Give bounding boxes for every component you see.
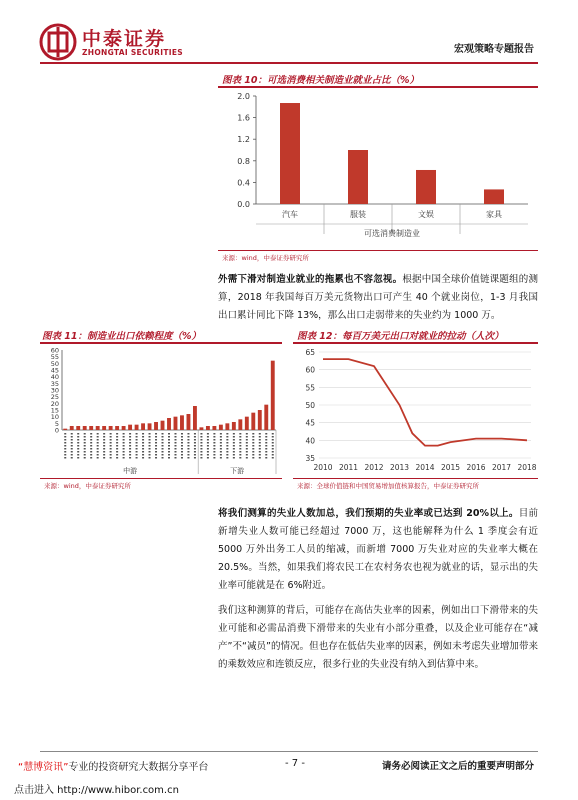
fig11-source: 来源：wind，中泰证券研究所 bbox=[44, 482, 131, 490]
paragraph-estimation-caveats bbox=[218, 602, 538, 674]
footer-disclaimer: 请务必阅读正文之后的重要声明部分 bbox=[381, 761, 534, 772]
fig11-bar bbox=[83, 426, 87, 430]
fig10-y-tick-label: 0.8 bbox=[237, 156, 250, 166]
fig10-source: 来源：wind，中泰证券研究所 bbox=[222, 254, 309, 262]
fig11-y-tick-label: 10 bbox=[50, 413, 59, 422]
fig11-bar bbox=[109, 426, 113, 430]
fig11-bar bbox=[187, 414, 191, 430]
fig11-bar bbox=[115, 426, 119, 430]
paragraph-unemployment-estimate-bold: 将我们测算的失业人数加总，我们预期的失业率或已达到 20%以上。 bbox=[218, 508, 519, 519]
fig11-y-tick-label: 55 bbox=[50, 353, 59, 362]
fig12-y-tick-label: 35 bbox=[305, 454, 315, 463]
fig12-y-tick-label: 55 bbox=[305, 383, 315, 393]
fig12-bottom-rule bbox=[293, 478, 538, 479]
fig11-chart bbox=[40, 344, 282, 478]
fig12-source: 来源：全球价值链和中国贸易增加值核算报告，中泰证券研究所 bbox=[297, 482, 479, 490]
fig11-bar bbox=[193, 406, 197, 430]
fig12-x-tick-label: 2017 bbox=[491, 463, 512, 472]
brand-name-cn: 中泰证券 bbox=[82, 28, 167, 50]
fig10-y-tick-label: 0.4 bbox=[237, 178, 250, 188]
fig12-y-tick-label: 60 bbox=[305, 365, 315, 375]
fig11-bar bbox=[245, 417, 249, 430]
header-divider bbox=[40, 62, 538, 64]
paragraph-export-impact-bold: 外需下滑对制造业就业的拖累也不容忽视。 bbox=[218, 274, 403, 285]
footer-platform-text: 专业的投资研究大数据分享平台 bbox=[68, 762, 209, 773]
fig11-bar bbox=[174, 417, 178, 430]
fig10-y-tick-label: 2.0 bbox=[237, 92, 250, 101]
fig11-y-tick-label: 15 bbox=[50, 406, 59, 415]
fig11-bar bbox=[180, 415, 184, 430]
fig11-bar bbox=[219, 425, 223, 430]
paragraph-unemployment-estimate bbox=[218, 505, 538, 595]
footer-quote-close: ” bbox=[63, 762, 69, 773]
fig11-y-tick-label: 20 bbox=[50, 399, 59, 408]
fig12-y-tick-label: 65 bbox=[305, 348, 315, 357]
fig11-bar bbox=[154, 422, 158, 430]
fig11-bar bbox=[76, 426, 80, 430]
fig11-bar bbox=[225, 423, 229, 430]
fig11-bar bbox=[232, 422, 236, 430]
fig10-bar bbox=[348, 150, 368, 204]
fig11-y-tick-label: 25 bbox=[50, 393, 59, 402]
company-logo bbox=[38, 22, 238, 62]
fig10-x-tick-label: 汽车 bbox=[282, 210, 298, 219]
fig11-bar bbox=[258, 410, 262, 430]
fig11-bottom-rule bbox=[40, 478, 282, 479]
fig11-bar bbox=[212, 426, 216, 430]
fig11-y-tick-label: 45 bbox=[50, 366, 59, 375]
fig12-x-tick-label: 2013 bbox=[389, 463, 410, 472]
fig11-bar bbox=[89, 426, 93, 430]
fig11-title: 图表 11：制造业出口依赖程度（%） bbox=[42, 331, 202, 342]
fig11-y-tick-label: 5 bbox=[54, 419, 59, 428]
fig11-bar bbox=[271, 361, 275, 430]
fig10-x-tick-label: 服装 bbox=[350, 210, 366, 219]
fig10-x-axis-label: 可选消费制造业 bbox=[364, 229, 420, 238]
fig12-x-tick-label: 2015 bbox=[440, 463, 461, 472]
footer-divider bbox=[40, 751, 538, 752]
footer-quote-open: “ bbox=[18, 762, 24, 773]
fig12-chart bbox=[293, 344, 538, 478]
paragraph-estimation-caveats-text: 我们这种测算的背后，可能存在高估失业率的因素，例如出口下滑带来的失业可能和必需品消费下滑带来的失业有小部分重叠，以及企业可能存在“减产”不“减员”的情况。但也存在低估失业率的因素，例如未考虑失业增加带来的乘数效应和连锁反应，很多行业的失业没有纳入到估算中来。 bbox=[218, 605, 538, 670]
fig11-y-tick-label: 60 bbox=[50, 346, 59, 355]
fig11-bar bbox=[128, 425, 132, 430]
fig11-y-tick-label: 0 bbox=[54, 426, 59, 435]
fig10-y-tick-label: 1.6 bbox=[237, 113, 250, 123]
fig11-bar bbox=[63, 429, 67, 430]
fig12-title: 图表 12：每百万美元出口对就业的拉动（人次） bbox=[297, 331, 504, 342]
fig11-group-label: 下游 bbox=[230, 467, 245, 475]
fig12-x-tick-label: 2012 bbox=[364, 463, 384, 472]
footer-brand: 慧博资讯 bbox=[23, 762, 64, 773]
fig12-y-tick-label: 45 bbox=[305, 418, 315, 428]
fig11-y-tick-label: 50 bbox=[50, 359, 59, 368]
paragraph-export-impact bbox=[218, 271, 538, 325]
fig10-x-tick-label: 文娱 bbox=[418, 210, 434, 219]
fig11-bar bbox=[251, 413, 255, 430]
fig11-bar bbox=[167, 418, 171, 430]
fig12-x-tick-label: 2010 bbox=[313, 463, 333, 472]
fig11-y-tick-label: 35 bbox=[50, 379, 59, 388]
fig10-chart bbox=[218, 88, 538, 250]
fig10-bar bbox=[280, 103, 300, 204]
fig10-bar bbox=[416, 170, 436, 204]
fig10-bottom-rule bbox=[218, 250, 538, 251]
fig12-x-tick-label: 2011 bbox=[338, 463, 359, 472]
fig10-y-tick-label: 0.0 bbox=[237, 200, 250, 209]
fig12-x-tick-label: 2016 bbox=[466, 463, 486, 472]
footer-platform bbox=[18, 758, 208, 773]
fig11-bar bbox=[206, 426, 210, 430]
fig11-bar bbox=[199, 427, 203, 430]
fig10-y-tick-label: 1.2 bbox=[237, 135, 250, 145]
fig12-x-tick-label: 2014 bbox=[415, 463, 435, 472]
fig12-y-tick-label: 50 bbox=[305, 401, 315, 410]
fig11-bar bbox=[102, 426, 106, 430]
paragraph-export-impact-text: 根据中国全球价值链课题组的测算，2018 年我国每百万美元货物出口可产生 40 个就业岗位，1-3 月我国出口累计同比下降 13%，那么出口走弱带来的失业约为 1000 万。 bbox=[218, 274, 538, 321]
footer-link[interactable]: 点击进入 http://www.hibor.com.cn bbox=[14, 785, 179, 796]
fig11-bar bbox=[135, 425, 139, 430]
fig11-group-label: 中游 bbox=[123, 467, 138, 475]
fig11-bar bbox=[96, 426, 100, 430]
fig10-x-tick-label: 家具 bbox=[486, 210, 502, 219]
brand-name-en: ZHONGTAI SECURITIES bbox=[82, 48, 183, 57]
fig12-series-line bbox=[323, 359, 527, 446]
fig11-bar bbox=[264, 405, 268, 430]
fig11-y-tick-label: 30 bbox=[50, 386, 59, 395]
fig11-bar bbox=[161, 421, 165, 430]
fig11-bar bbox=[148, 423, 152, 430]
fig11-bar bbox=[122, 426, 126, 430]
fig11-bar bbox=[141, 423, 145, 430]
fig11-bar bbox=[70, 426, 74, 430]
logo-emblem-icon bbox=[38, 22, 78, 62]
report-type: 宏观策略专题报告 bbox=[454, 44, 534, 55]
fig10-bar bbox=[484, 189, 504, 204]
fig11-bar bbox=[238, 419, 242, 430]
fig12-y-tick-label: 40 bbox=[305, 436, 315, 446]
fig11-y-tick-label: 40 bbox=[50, 373, 59, 382]
fig12-x-tick-label: 2018 bbox=[517, 463, 537, 472]
page-number: - 7 - bbox=[285, 758, 305, 769]
fig10-title: 图表 10：可选消费相关制造业就业占比（%） bbox=[222, 75, 420, 86]
paragraph-unemployment-estimate-text: 目前新增失业人数可能已经超过 7000 万，这也能解释为什么 1 季度会有近 5000 万外出务工人员的缩减，而新增 7000 万失业对应的失业率大概在 20.5%。当然，如果我们将农民工在农村务农也视为就业的话，显示出的失业率可能就是在 6%附近。 bbox=[218, 508, 538, 591]
